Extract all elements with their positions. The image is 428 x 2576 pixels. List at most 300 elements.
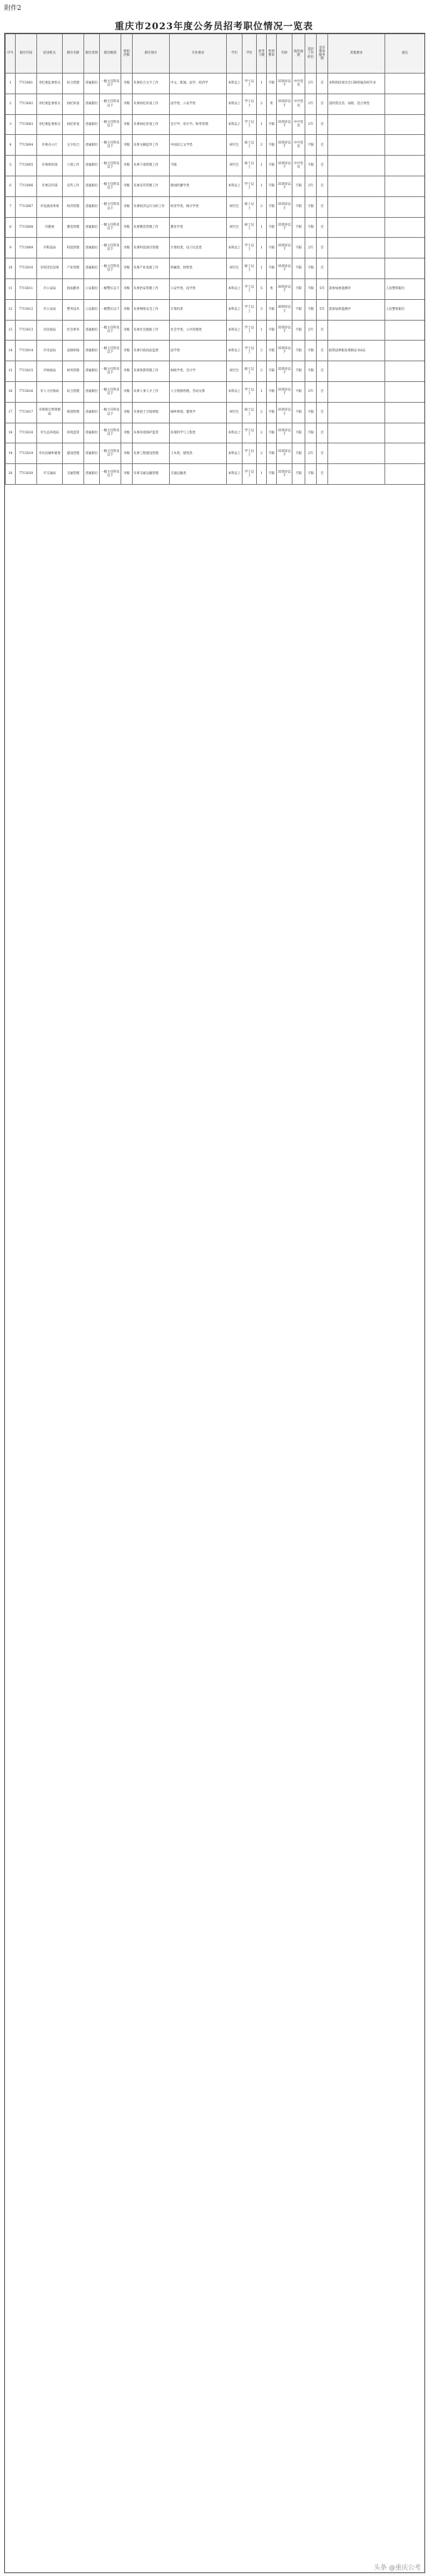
cell-level: 一级主任科员以下 <box>100 196 121 217</box>
cell-body: 市科技局 <box>37 238 63 258</box>
cell-post: 环境监管 <box>63 423 84 443</box>
cell-n: 2 <box>257 196 267 217</box>
cell-svc: 否 <box>317 258 328 279</box>
cell-code: 7715019 <box>16 443 37 464</box>
cell-no: 7 <box>6 196 16 217</box>
table-body <box>6 74 425 485</box>
table-row <box>6 443 425 464</box>
cell-sex: 不限 <box>267 320 277 341</box>
cell-age: 35周岁以下 <box>277 238 292 258</box>
cell-sex: 不限 <box>267 156 277 176</box>
cell-no: 12 <box>6 299 16 320</box>
cell-age: 35周岁以下 <box>277 402 292 423</box>
cell-desc: 从事执纪审查工作 <box>133 94 170 114</box>
cell-party: 不限 <box>292 299 305 320</box>
cell-no: 13 <box>6 320 16 341</box>
cell-deg: 硕士以上 <box>243 402 257 423</box>
cell-sex: 不限 <box>267 74 277 94</box>
cell-note <box>385 361 425 382</box>
cell-age: 30周岁以下 <box>277 299 292 320</box>
cell-code: 7715001 <box>16 74 37 94</box>
cell-body: 市公安局 <box>37 299 63 320</box>
cell-major: 计算机类、电子信息类 <box>170 238 227 258</box>
cell-note <box>385 258 425 279</box>
cell-major: 法学类、公安学类 <box>170 94 227 114</box>
cell-tier: 市级 <box>121 341 133 361</box>
table-row <box>6 361 425 382</box>
cell-post: 执纪审查 <box>63 114 84 135</box>
cell-n: 2 <box>257 94 267 114</box>
cell-sex: 不限 <box>267 381 277 402</box>
cell-age: 35周岁以下 <box>277 176 292 196</box>
column-header: 学位 <box>243 34 257 74</box>
cell-desc: 从事教育管理工作 <box>133 217 170 238</box>
cell-post: 科技管理 <box>63 238 84 258</box>
cell-type: 普通职位 <box>84 443 100 464</box>
cell-tier: 市级 <box>121 94 133 114</box>
cell-party: 不限 <box>292 258 305 279</box>
cell-age: 35周岁以下 <box>277 361 292 382</box>
cell-body: 市财政局 <box>37 361 63 382</box>
cell-desc: 从事治安管理工作 <box>133 278 170 299</box>
cell-sex: 不限 <box>267 341 277 361</box>
cell-svc: 否 <box>317 443 328 464</box>
cell-code: 7715014 <box>16 341 37 361</box>
cell-major: 新闻传播学类 <box>170 176 227 196</box>
cell-desc: 从事社会救助工作 <box>133 320 170 341</box>
cell-party: 不限 <box>292 443 305 464</box>
cell-major: 会计学、审计学、财务管理 <box>170 114 227 135</box>
cell-code: 7715013 <box>16 320 37 341</box>
cell-age: 35周岁以下 <box>277 114 292 135</box>
cell-code: 7715002 <box>16 94 37 114</box>
cell-tier: 市级 <box>121 464 133 485</box>
cell-level: 一级主任科员以下 <box>100 156 121 176</box>
cell-sex: 不限 <box>267 114 277 135</box>
cell-party: 中共党员 <box>292 156 305 176</box>
cell-no: 5 <box>6 156 16 176</box>
cell-code: 7715006 <box>16 176 37 196</box>
cell-party: 不限 <box>292 402 305 423</box>
cell-exp: 2年 <box>305 381 317 402</box>
cell-note <box>385 94 425 114</box>
cell-edu: 研究生 <box>227 361 243 382</box>
cell-deg: 学士以上 <box>243 278 257 299</box>
cell-note <box>385 135 425 156</box>
table-row <box>6 423 425 443</box>
cell-post: 社会事务 <box>63 320 84 341</box>
cell-body: 市纪委监委机关 <box>37 74 63 94</box>
cell-age: 30周岁以下 <box>277 278 292 299</box>
cell-n: 2 <box>257 361 267 382</box>
cell-major: 环境科学与工程类 <box>170 423 227 443</box>
cell-body: 市规划自然资源局 <box>37 402 63 423</box>
cell-age: 35周岁以下 <box>277 381 292 402</box>
cell-level: 一级主任科员以下 <box>100 74 121 94</box>
cell-deg: 学士以上 <box>243 299 257 320</box>
cell-no: 2 <box>6 94 16 114</box>
cell-note <box>385 381 425 402</box>
cell-no: 1 <box>6 74 16 94</box>
cell-type: 普通职位 <box>84 94 100 114</box>
column-header: 是否要求服务期 <box>317 34 328 74</box>
cell-edu: 本科以上 <box>227 176 243 196</box>
cell-post: 教育管理 <box>63 217 84 238</box>
cell-age: 35周岁以下 <box>277 196 292 217</box>
cell-deg: 学士以上 <box>243 238 257 258</box>
cell-edu: 本科以上 <box>227 320 243 341</box>
cell-svc: 否 <box>317 217 328 238</box>
cell-n: 2 <box>257 443 267 464</box>
table-row <box>6 341 425 361</box>
watermark: 头条 @重庆公考 <box>374 2565 421 2572</box>
column-header: 年龄 <box>277 34 292 74</box>
cell-deg: 硕士以上 <box>243 217 257 238</box>
column-header: 职位代码 <box>16 34 37 74</box>
cell-major: 土木类、建筑类 <box>170 443 227 464</box>
column-header: 其他要求 <box>328 34 385 74</box>
cell-svc: 否 <box>317 464 328 485</box>
cell-no: 14 <box>6 341 16 361</box>
cell-other: 需经常出差、加班，适合男性 <box>328 94 385 114</box>
cell-deg: 学士以上 <box>243 320 257 341</box>
cell-sex: 男 <box>267 94 277 114</box>
table-row <box>6 464 425 485</box>
cell-no: 6 <box>6 176 16 196</box>
cell-note <box>385 238 425 258</box>
table-row <box>6 135 425 156</box>
cell-body: 市委办公厅 <box>37 135 63 156</box>
table-row <box>6 402 425 423</box>
cell-desc: 从事行政执法监督 <box>133 341 170 361</box>
cell-deg: 硕士以上 <box>243 196 257 217</box>
cell-type: 普通职位 <box>84 341 100 361</box>
table-row <box>6 320 425 341</box>
cell-other <box>328 238 385 258</box>
cell-level: 一级主任科员以下 <box>100 238 121 258</box>
cell-n: 2 <box>257 402 267 423</box>
cell-type: 公安职位 <box>84 278 100 299</box>
cell-party: 不限 <box>292 320 305 341</box>
cell-other <box>328 258 385 279</box>
cell-code: 7715004 <box>16 135 37 156</box>
cell-body: 市交通局 <box>37 464 63 485</box>
cell-major: 公安学类、法学类 <box>170 278 227 299</box>
column-header: 性别要求 <box>267 34 277 74</box>
cell-desc: 从事工程建设管理 <box>133 443 170 464</box>
cell-svc: 否 <box>317 196 328 217</box>
cell-note <box>385 176 425 196</box>
cell-note <box>385 443 425 464</box>
cell-body: 市发展改革委 <box>37 196 63 217</box>
cell-n: 1 <box>257 156 267 176</box>
cell-exp: 不限 <box>305 361 317 382</box>
cell-no: 8 <box>6 217 16 238</box>
cell-major: 社会学类、公共管理类 <box>170 320 227 341</box>
cell-party: 中共党员 <box>292 94 305 114</box>
cell-sex: 不限 <box>267 464 277 485</box>
cell-desc: 从事环境保护监管 <box>133 423 170 443</box>
column-header: 专业要求 <box>170 34 227 74</box>
table-row <box>6 217 425 238</box>
cell-n: 1 <box>257 176 267 196</box>
cell-desc: 从事产业发展工作 <box>133 258 170 279</box>
cell-post: 产业管理 <box>63 258 84 279</box>
cell-exp: 2年 <box>305 238 317 258</box>
cell-desc: 从事网络安全工作 <box>133 299 170 320</box>
cell-other <box>328 361 385 382</box>
cell-svc: 否 <box>317 74 328 94</box>
cell-sex: 不限 <box>267 238 277 258</box>
cell-sex: 不限 <box>267 402 277 423</box>
cell-exp: 不限 <box>305 278 317 299</box>
cell-exp: 不限 <box>305 156 317 176</box>
cell-post: 交通管理 <box>63 464 84 485</box>
header-row <box>6 34 425 74</box>
cell-body: 市委宣传部 <box>37 176 63 196</box>
cell-svc: 否 <box>317 423 328 443</box>
cell-post: 执法勤务 <box>63 278 84 299</box>
cell-n: 2 <box>257 341 267 361</box>
cell-type: 普通职位 <box>84 217 100 238</box>
cell-svc: 5年 <box>317 299 328 320</box>
cell-no: 15 <box>6 361 16 382</box>
cell-sex: 男 <box>267 278 277 299</box>
cell-exp: 2年 <box>305 114 317 135</box>
cell-edu: 研究生 <box>227 135 243 156</box>
cell-other <box>328 217 385 238</box>
cell-edu: 研究生 <box>227 402 243 423</box>
cell-edu: 本科以上 <box>227 381 243 402</box>
cell-exp: 2年 <box>305 94 317 114</box>
cell-type: 普通职位 <box>84 135 100 156</box>
cell-desc: 从事人事人才工作 <box>133 381 170 402</box>
cell-type: 普通职位 <box>84 381 100 402</box>
cell-desc: 从事预算管理工作 <box>133 361 170 382</box>
column-header: 职位简介 <box>133 34 170 74</box>
cell-tier: 市级 <box>121 217 133 238</box>
cell-major: 法学类 <box>170 341 227 361</box>
positions-table <box>5 34 425 485</box>
cell-post: 宣传工作 <box>63 176 84 196</box>
cell-other <box>328 381 385 402</box>
cell-level: 一级主任科员以下 <box>100 94 121 114</box>
cell-tier: 市级 <box>121 196 133 217</box>
cell-type: 普通职位 <box>84 258 100 279</box>
column-header: 招考人数 <box>257 34 267 74</box>
cell-post: 建设管理 <box>63 443 84 464</box>
cell-svc: 否 <box>317 176 328 196</box>
cell-n: 2 <box>257 423 267 443</box>
cell-note: 人民警察职位 <box>385 278 425 299</box>
cell-level: 一级主任科员以下 <box>100 217 121 238</box>
cell-exp: 不限 <box>305 217 317 238</box>
cell-sex: 不限 <box>267 423 277 443</box>
cell-post: 法制审核 <box>63 341 84 361</box>
cell-party: 不限 <box>292 341 305 361</box>
cell-n: 1 <box>257 464 267 485</box>
cell-post: 干部工作 <box>63 156 84 176</box>
cell-type: 普通职位 <box>84 423 100 443</box>
cell-level: 一级主任科员以下 <box>100 176 121 196</box>
cell-tier: 市级 <box>121 381 133 402</box>
cell-sex: 不限 <box>267 176 277 196</box>
cell-no: 18 <box>6 423 16 443</box>
table-row <box>6 74 425 94</box>
cell-svc: 否 <box>317 135 328 156</box>
cell-n: 1 <box>257 320 267 341</box>
cell-no: 9 <box>6 238 16 258</box>
cell-edu: 研究生 <box>227 156 243 176</box>
cell-svc: 否 <box>317 156 328 176</box>
table-row <box>6 238 425 258</box>
cell-note <box>385 114 425 135</box>
cell-code: 7715005 <box>16 156 37 176</box>
cell-other <box>328 135 385 156</box>
cell-tier: 市级 <box>121 361 133 382</box>
cell-post: 综合管理 <box>63 381 84 402</box>
cell-party: 不限 <box>292 423 305 443</box>
cell-exp: 2年 <box>305 176 317 196</box>
cell-major: 财政学类、会计学 <box>170 361 227 382</box>
cell-note <box>385 341 425 361</box>
cell-tier: 市级 <box>121 156 133 176</box>
cell-svc: 否 <box>317 238 328 258</box>
cell-edu: 研究生 <box>227 217 243 238</box>
cell-exp: 2年 <box>305 74 317 94</box>
cell-other <box>328 443 385 464</box>
cell-post: 综合管理 <box>63 74 84 94</box>
cell-major: 经济学类、统计学类 <box>170 196 227 217</box>
cell-n: 5 <box>257 278 267 299</box>
cell-party: 不限 <box>292 176 305 196</box>
cell-type: 普通职位 <box>84 320 100 341</box>
cell-code: 7715012 <box>16 299 37 320</box>
cell-other <box>328 196 385 217</box>
cell-desc: 从事国土空间规划 <box>133 402 170 423</box>
cell-other: 需参加体能测评 <box>328 278 385 299</box>
cell-major: 城乡规划、建筑学 <box>170 402 227 423</box>
cell-post: 警务技术 <box>63 299 84 320</box>
column-header: 基层工作经历 <box>305 34 317 74</box>
cell-svc: 否 <box>317 361 328 382</box>
cell-sex: 不限 <box>267 443 277 464</box>
cell-age: 35周岁以下 <box>277 74 292 94</box>
cell-type: 普通职位 <box>84 464 100 485</box>
cell-body: 市教委 <box>37 217 63 238</box>
table-row <box>6 381 425 402</box>
column-header: 备注 <box>385 34 425 74</box>
cell-code: 7715015 <box>16 361 37 382</box>
cell-note <box>385 320 425 341</box>
cell-tier: 市级 <box>121 278 133 299</box>
page-title: 重庆市2023年度公务员招考职位情况一览表 <box>114 21 314 32</box>
table-row <box>6 156 425 176</box>
cell-age: 35周岁以下 <box>277 94 292 114</box>
cell-exp: 不限 <box>305 258 317 279</box>
cell-major: 计算机类 <box>170 299 227 320</box>
cell-other <box>328 156 385 176</box>
cell-level: 一级主任科员以下 <box>100 135 121 156</box>
cell-deg: 学士以上 <box>243 464 257 485</box>
cell-major: 不限 <box>170 156 227 176</box>
table-row <box>6 176 425 196</box>
cell-major: 人力资源管理、劳动关系 <box>170 381 227 402</box>
cell-no: 16 <box>6 381 16 402</box>
cell-desc: 从事交通运输管理 <box>133 464 170 485</box>
cell-edu: 本科以上 <box>227 238 243 258</box>
cell-note <box>385 196 425 217</box>
cell-note <box>385 464 425 485</box>
column-header: 职位名称 <box>63 34 84 74</box>
column-header: 招录机关 <box>37 34 63 74</box>
cell-no: 3 <box>6 114 16 135</box>
cell-post: 文字综合 <box>63 135 84 156</box>
cell-level: 一级主任科员以下 <box>100 341 121 361</box>
cell-body: 市委组织部 <box>37 156 63 176</box>
cell-tier: 市级 <box>121 402 133 423</box>
cell-desc: 从事宣传管理工作 <box>133 176 170 196</box>
cell-sex: 不限 <box>267 258 277 279</box>
cell-type: 普通职位 <box>84 402 100 423</box>
cell-level: 一级主任科员以下 <box>100 423 121 443</box>
cell-edu: 研究生 <box>227 196 243 217</box>
cell-code: 7715008 <box>16 217 37 238</box>
cell-party: 不限 <box>292 381 305 402</box>
cell-deg: 学士以上 <box>243 381 257 402</box>
cell-party: 中共党员 <box>292 74 305 94</box>
cell-major: 交通运输类 <box>170 464 227 485</box>
cell-exp: 不限 <box>305 464 317 485</box>
cell-no: 17 <box>6 402 16 423</box>
cell-no: 11 <box>6 278 16 299</box>
cell-code: 7715003 <box>16 114 37 135</box>
cell-party: 不限 <box>292 217 305 238</box>
cell-deg: 硕士以上 <box>243 361 257 382</box>
cell-tier: 市级 <box>121 443 133 464</box>
cell-type: 普通职位 <box>84 361 100 382</box>
cell-edu: 研究生 <box>227 258 243 279</box>
cell-no: 19 <box>6 443 16 464</box>
cell-other <box>328 423 385 443</box>
column-header: 政治面貌 <box>292 34 305 74</box>
positions-table-wrapper[interactable] <box>4 33 425 2573</box>
cell-body: 市住房城乡建委 <box>37 443 63 464</box>
cell-svc: 否 <box>317 341 328 361</box>
cell-note <box>385 74 425 94</box>
cell-type: 公安职位 <box>84 299 100 320</box>
cell-other <box>328 402 385 423</box>
cell-type: 普通职位 <box>84 156 100 176</box>
cell-edu: 本科以上 <box>227 278 243 299</box>
cell-other: 本科阶段须为全日制普通高校毕业 <box>328 74 385 94</box>
cell-sex: 不限 <box>267 361 277 382</box>
table-row <box>6 258 425 279</box>
cell-body: 市民政局 <box>37 320 63 341</box>
cell-level: 一级主任科员以下 <box>100 381 121 402</box>
cell-exp: 不限 <box>305 423 317 443</box>
cell-type: 普通职位 <box>84 114 100 135</box>
cell-level: 一级主任科员以下 <box>100 443 121 464</box>
cell-age: 35周岁以下 <box>277 217 292 238</box>
cell-code: 7715007 <box>16 196 37 217</box>
cell-post: 财务管理 <box>63 361 84 382</box>
cell-tier: 市级 <box>121 258 133 279</box>
cell-tier: 市级 <box>121 135 133 156</box>
cell-level: 一级警长以下 <box>100 299 121 320</box>
cell-n: 1 <box>257 74 267 94</box>
cell-age: 35周岁以下 <box>277 258 292 279</box>
